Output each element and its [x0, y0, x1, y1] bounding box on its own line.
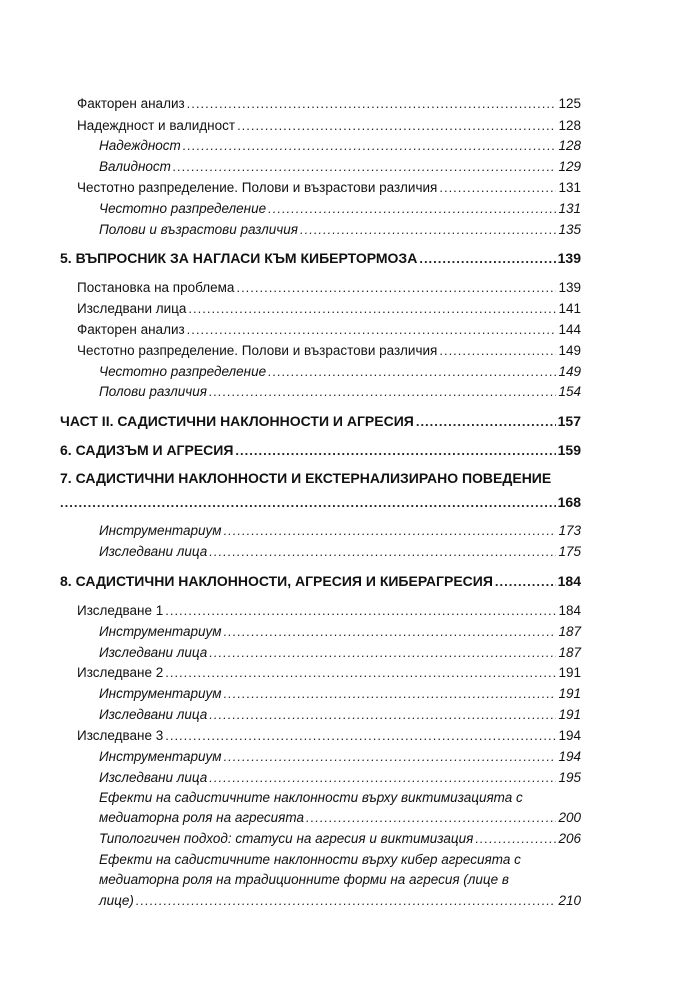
toc-entry[interactable]: [99, 544, 581, 559]
toc-leader-dots: [60, 495, 556, 510]
toc-entry-page: 125: [558, 96, 581, 111]
toc-entry-title: Надеждност и валидност: [77, 118, 236, 133]
toc-entry-page: 129: [558, 159, 581, 174]
toc-leader-dots: [495, 574, 556, 589]
toc-entry[interactable]: [77, 180, 581, 195]
toc-entry[interactable]: [99, 364, 581, 379]
toc-chapter-title[interactable]: 7. САДИСТИЧНИ НАКЛОННОСТИ И ЕКСТЕРНАЛИЗИРАНО ПОВЕДЕНИЕ: [60, 470, 552, 486]
toc-leader-dots: [224, 523, 557, 538]
toc-leader-dots: [188, 301, 556, 316]
toc-entry[interactable]: [99, 686, 581, 701]
toc-leader-dots: [419, 251, 555, 266]
toc-entry-title: Инструментариум: [99, 523, 222, 538]
toc-leader-dots: [165, 665, 556, 680]
toc-entry[interactable]: [99, 749, 581, 764]
toc-entry-page: 206: [558, 831, 581, 846]
toc-entry-page: 144: [558, 322, 581, 337]
toc-chapter-entry[interactable]: [60, 250, 581, 266]
toc-entry-page: 139: [558, 280, 581, 295]
toc-entry-title-line[interactable]: медиаторна роля на традиционните форми на агресия (лице в: [99, 872, 509, 887]
toc-entry[interactable]: [77, 322, 581, 337]
toc-leader-dots: [187, 96, 557, 111]
toc-entry[interactable]: [77, 301, 581, 316]
toc-entry-title: Факторен анализ: [77, 322, 185, 337]
toc-entry-page: 200: [558, 810, 581, 825]
toc-entry-page: 194: [558, 749, 581, 764]
toc-entry-page: 128: [558, 138, 581, 153]
toc-entry[interactable]: [77, 343, 581, 358]
toc-entry-page: 128: [558, 118, 581, 133]
toc-chapter-page: 159: [557, 442, 581, 458]
toc-entry[interactable]: [77, 728, 581, 743]
toc-entry[interactable]: [77, 603, 581, 618]
toc-entry-title: Изследвани лица: [99, 707, 208, 722]
toc-entry-title: Инструментариум: [99, 624, 222, 639]
toc-leader-dots: [224, 624, 557, 639]
toc-entry[interactable]: [99, 770, 581, 785]
toc-entry-page: 191: [558, 665, 581, 680]
toc-part-page: 157: [557, 413, 581, 429]
toc-entry-title: Изследвани лица: [99, 645, 208, 660]
toc-leader-dots: [268, 364, 556, 379]
toc-entry-title: Типологичен подход: статуси на агресия и виктимизация: [99, 831, 474, 846]
toc-entry[interactable]: [99, 201, 581, 216]
toc-chapter-page: 184: [557, 573, 581, 589]
toc-leader-dots: [236, 280, 556, 295]
toc-chapter-entry[interactable]: [60, 573, 581, 589]
toc-leader-dots: [237, 118, 556, 133]
toc-entry-title: Факторен анализ: [77, 96, 185, 111]
toc-entry-page: 187: [558, 624, 581, 639]
toc-entry[interactable]: [99, 893, 581, 908]
toc-entry[interactable]: [99, 707, 581, 722]
toc-leader-dots: [209, 544, 556, 559]
toc-entry-page: 149: [558, 343, 581, 358]
toc-entry-page: 131: [558, 201, 581, 216]
toc-entry-title-line[interactable]: Ефекти на садистичните наклонности върху виктимизацията с: [99, 790, 523, 805]
toc-leader-dots: [209, 707, 556, 722]
toc-entry[interactable]: [99, 645, 581, 660]
toc-entry-title: Инструментариум: [99, 686, 222, 701]
toc-entry[interactable]: [99, 222, 581, 237]
toc-leader-dots: [439, 343, 556, 358]
toc-leader-dots: [209, 770, 556, 785]
toc-leader-dots: [224, 686, 557, 701]
toc-entry-page: 184: [558, 603, 581, 618]
toc-leader-dots: [475, 831, 556, 846]
toc-entry[interactable]: [99, 810, 581, 825]
toc-leader-dots: [209, 645, 556, 660]
toc-entry-page: 195: [558, 770, 581, 785]
toc-entry-page: 175: [558, 544, 581, 559]
toc-leader-dots: [224, 749, 557, 764]
toc-chapter-entry[interactable]: [60, 494, 581, 510]
toc-leader-dots: [187, 322, 557, 337]
toc-leader-dots: [173, 159, 557, 174]
toc-leader-dots: [439, 180, 556, 195]
toc-leader-dots: [165, 728, 556, 743]
toc-entry[interactable]: [77, 665, 581, 680]
toc-entry-title: Надеждност: [99, 138, 181, 153]
toc-entry-title: Честотно разпределение: [99, 364, 267, 379]
toc-leader-dots: [183, 138, 557, 153]
toc-entry[interactable]: [99, 138, 581, 153]
toc-entry-title: Изследване 3: [77, 728, 164, 743]
toc-leader-dots: [165, 603, 556, 618]
toc-entry-page: 141: [558, 301, 581, 316]
toc-leader-dots: [268, 201, 556, 216]
toc-entry[interactable]: [99, 523, 581, 538]
toc-entry[interactable]: [77, 96, 581, 111]
toc-chapter-title: 5. ВЪПРОСНИК ЗА НАГЛАСИ КЪМ КИБЕРТОРМОЗА: [60, 250, 418, 266]
toc-leader-dots: [235, 443, 555, 458]
toc-leader-dots: [136, 893, 557, 908]
toc-entry-title: Честотно разпределение. Полови и възрастови различия: [77, 180, 438, 195]
toc-entry-page: 149: [558, 364, 581, 379]
toc-chapter-page: 139: [557, 250, 581, 266]
toc-entry-title: Изследвани лица: [99, 544, 208, 559]
toc-entry-title: Честотно разпределение: [99, 201, 267, 216]
toc-chapter-title: 6. САДИЗЪМ И АГРЕСИЯ: [60, 442, 234, 458]
toc-entry-title: медиаторна роля на агресията: [99, 810, 304, 825]
toc-entry-title: Валидност: [99, 159, 171, 174]
toc-entry-page: 173: [558, 523, 581, 538]
toc-entry-title: Инструментариум: [99, 749, 222, 764]
toc-entry[interactable]: [77, 280, 581, 295]
toc-entry-page: 191: [558, 707, 581, 722]
toc-leader-dots: [306, 810, 556, 825]
toc-entry-page: 131: [558, 180, 581, 195]
toc-entry-title: Постановка на проблема: [77, 280, 235, 295]
toc-entry-title: Изследване 2: [77, 665, 164, 680]
toc-entry-title: Честотно разпределение. Полови и възрастови различия: [77, 343, 438, 358]
toc-entry-page: 194: [558, 728, 581, 743]
toc-leader-dots: [416, 414, 556, 429]
toc-entry-title: лице): [99, 893, 134, 908]
toc-entry-title: Полови и възрастови различия: [99, 222, 298, 237]
toc-entry-page: 187: [558, 645, 581, 660]
toc-leader-dots: [209, 384, 557, 399]
toc-entry[interactable]: [99, 159, 581, 174]
toc-entry[interactable]: [77, 118, 581, 133]
toc-entry-page: 154: [558, 384, 581, 399]
toc-chapter-page: 168: [557, 494, 581, 510]
toc-part-entry[interactable]: [60, 413, 581, 429]
toc-entry-title: Изследвани лица: [77, 301, 187, 316]
toc-entry-page: 135: [558, 222, 581, 237]
toc-entry-title: Изследвани лица: [99, 770, 208, 785]
toc-entry[interactable]: [99, 624, 581, 639]
toc-chapter-title: 8. САДИСТИЧНИ НАКЛОННОСТИ, АГРЕСИЯ И КИБЕРАГРЕСИЯ: [60, 573, 493, 589]
toc-entry-title-line[interactable]: Ефекти на садистичните наклонности върху кибер агресията с: [99, 852, 521, 867]
toc-entry-page: 210: [558, 893, 581, 908]
toc-leader-dots: [300, 222, 556, 237]
toc-entry-title: Полови различия: [99, 384, 207, 399]
toc-entry-title: Изследване 1: [77, 603, 164, 618]
toc-part-title: ЧАСТ II. САДИСТИЧНИ НАКЛОННОСТИ И АГРЕСИЯ: [60, 413, 414, 429]
toc-entry[interactable]: [99, 384, 581, 399]
toc-entry-page: 191: [558, 686, 581, 701]
toc-chapter-entry[interactable]: [60, 442, 581, 458]
toc-entry[interactable]: [99, 831, 581, 846]
